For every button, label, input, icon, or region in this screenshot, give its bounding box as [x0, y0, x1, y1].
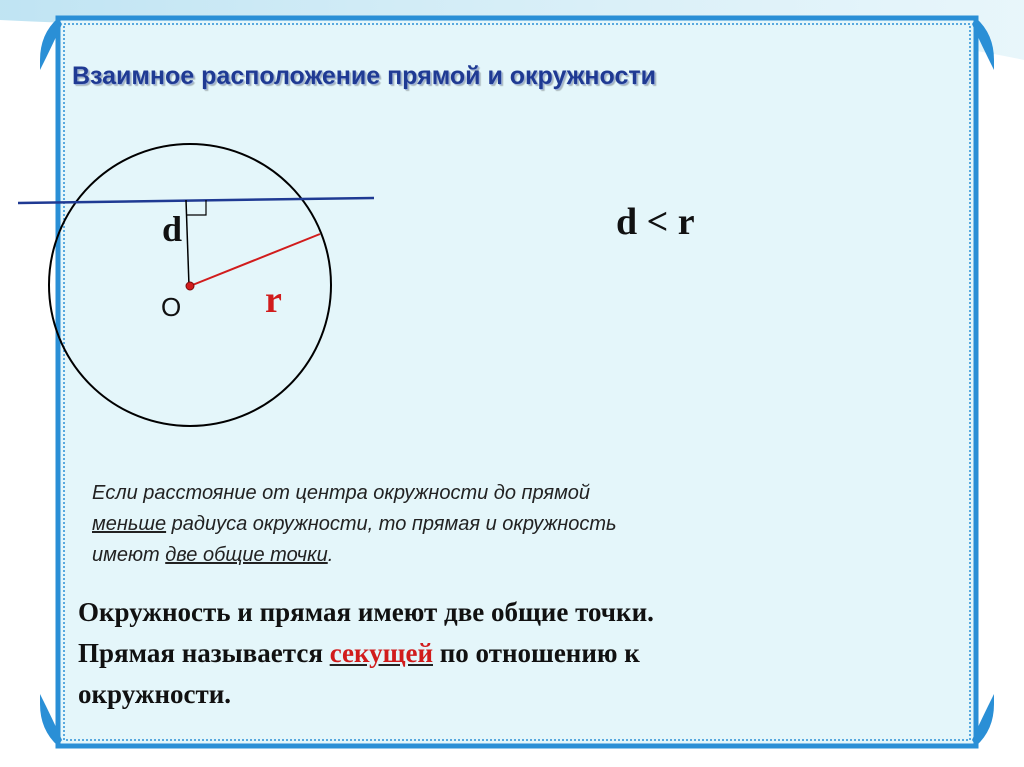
- conclusion-text: [78, 592, 838, 715]
- note-line-3-end: .: [327, 544, 334, 566]
- distance-segment: [186, 200, 189, 286]
- center-point: [186, 282, 194, 290]
- note-line-1: Если расстояние от центра окружности до прямой: [92, 482, 591, 504]
- note-underlined-less: меньше: [92, 513, 167, 535]
- conclusion-line-2-end: по отношению к: [433, 638, 640, 668]
- radius-segment: [190, 234, 320, 286]
- label-d: d: [162, 209, 183, 249]
- relation-formula: d < r: [616, 201, 695, 243]
- conclusion-line-3: окружности.: [78, 679, 232, 709]
- note-line-2: радиуса окружности, то прямая и окружность: [166, 513, 617, 535]
- secant-line: [18, 198, 374, 203]
- conclusion-line-1: Окружность и прямая имеют две общие точки.: [78, 597, 654, 627]
- secant-term: секущей: [329, 638, 433, 668]
- slide-title: Взаимное расположение прямой и окружности: [72, 62, 656, 90]
- right-angle-mark: [187, 200, 206, 215]
- note-line-3-start: имеют: [92, 544, 166, 566]
- label-r: r: [265, 279, 282, 321]
- definition-note: [92, 478, 792, 571]
- label-center-o: O: [161, 292, 182, 322]
- note-underlined-two-points: две общие точки: [165, 544, 328, 566]
- conclusion-line-2-start: Прямая называется: [78, 638, 330, 668]
